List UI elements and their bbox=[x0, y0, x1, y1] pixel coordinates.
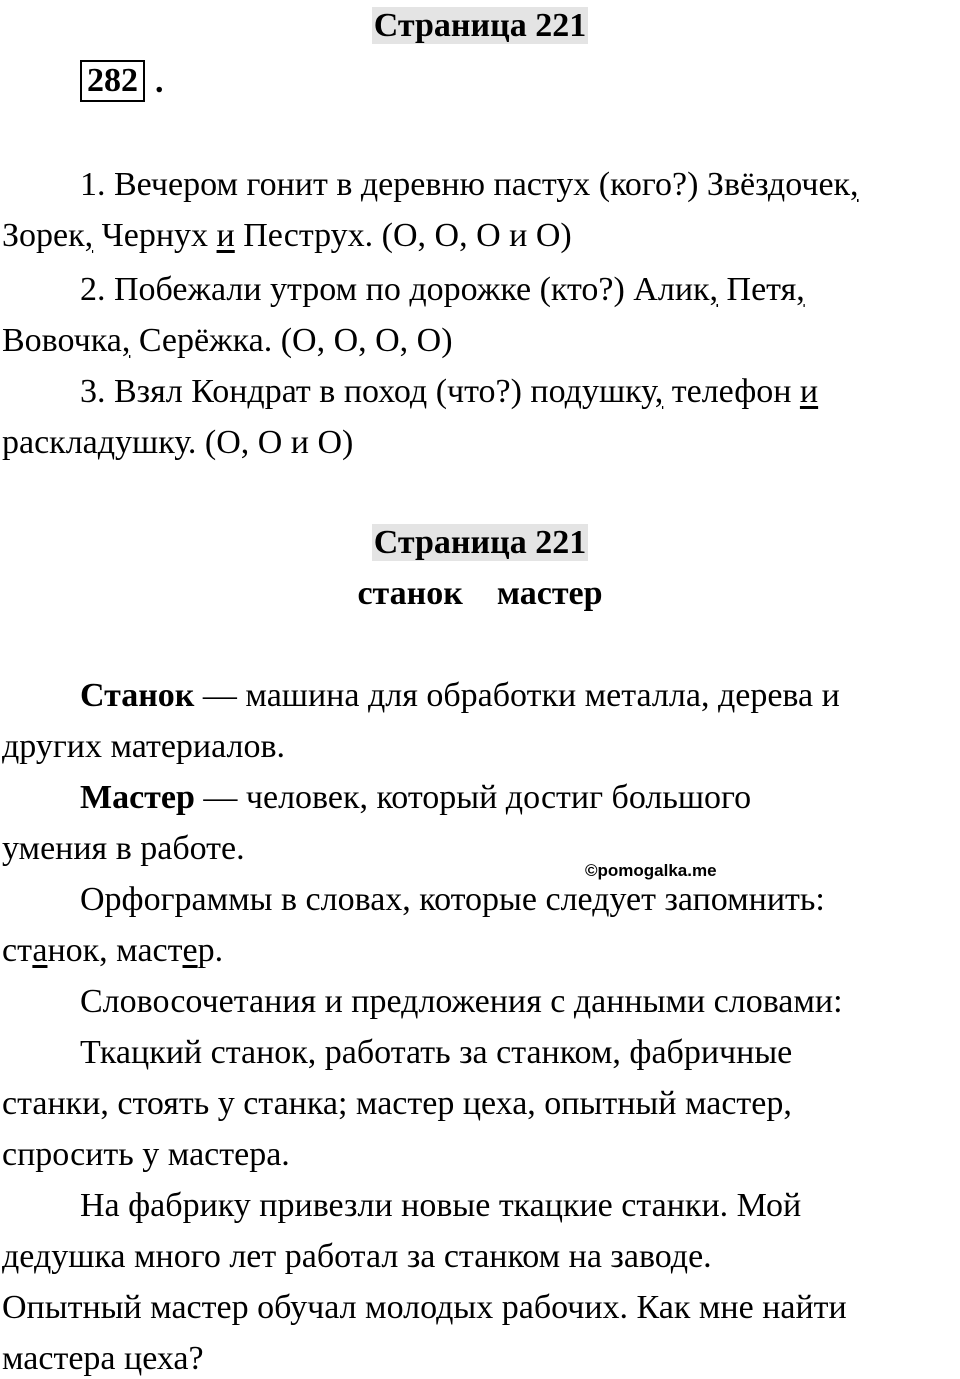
text-line: спросить у мастера. bbox=[2, 1136, 290, 1173]
page-heading-2 bbox=[0, 523, 960, 563]
vocabulary-words: станок мастер bbox=[357, 575, 603, 612]
text-line: умения в работе. bbox=[2, 830, 245, 867]
text-line: станок, мастер. bbox=[2, 932, 224, 969]
page-heading-2-text: Страница 221 bbox=[373, 524, 587, 561]
text-line: Словосочетания и предложения с данными словами: bbox=[80, 983, 843, 1020]
text-line: 3. Взял Кондрат в поход (что?) подушку, телефон и bbox=[80, 373, 819, 410]
text-line: Опытный мастер обучал молодых рабочих. Как мне найти bbox=[2, 1289, 847, 1326]
text-line: Ткацкий станок, работать за станком, фабричные bbox=[80, 1034, 793, 1071]
text-line: дедушка много лет работал за станком на заводе. bbox=[2, 1238, 712, 1275]
exercise-number-dot: . bbox=[155, 63, 164, 100]
text-line: 1. Вечером гонит в деревню пастух (кого?) Звёздочек, bbox=[80, 166, 859, 203]
page-heading-1 bbox=[0, 6, 960, 46]
page-heading-1-text: Страница 221 bbox=[373, 7, 587, 44]
definition-line: Станок — машина для обработки металла, дерева и bbox=[80, 677, 840, 714]
text-line: мастера цеха? bbox=[2, 1340, 204, 1377]
definition-line: Мастер — человек, который достиг большого bbox=[80, 779, 752, 816]
text-line: Зорек, Чернух и Пеструх. (О, О, О и О) bbox=[2, 217, 572, 254]
text-line: других материалов. bbox=[2, 728, 286, 765]
text-line: раскладушку. (О, О и О) bbox=[2, 424, 354, 461]
exercise-number: 282 bbox=[80, 60, 145, 102]
watermark: ©pomogalka.me bbox=[585, 861, 717, 880]
text-line: Орфограммы в словах, которые следует запомнить: bbox=[80, 881, 825, 918]
text-line: 2. Побежали утром по дорожке (кто?) Алик, Петя, bbox=[80, 271, 805, 308]
text-line: Вовочка, Серёжка. (О, О, О, О) bbox=[2, 322, 453, 359]
text-line: На фабрику привезли новые ткацкие станки. Мой bbox=[80, 1187, 802, 1224]
text-line: станки, стоять у станка; мастер цеха, опытный мастер, bbox=[2, 1085, 792, 1122]
